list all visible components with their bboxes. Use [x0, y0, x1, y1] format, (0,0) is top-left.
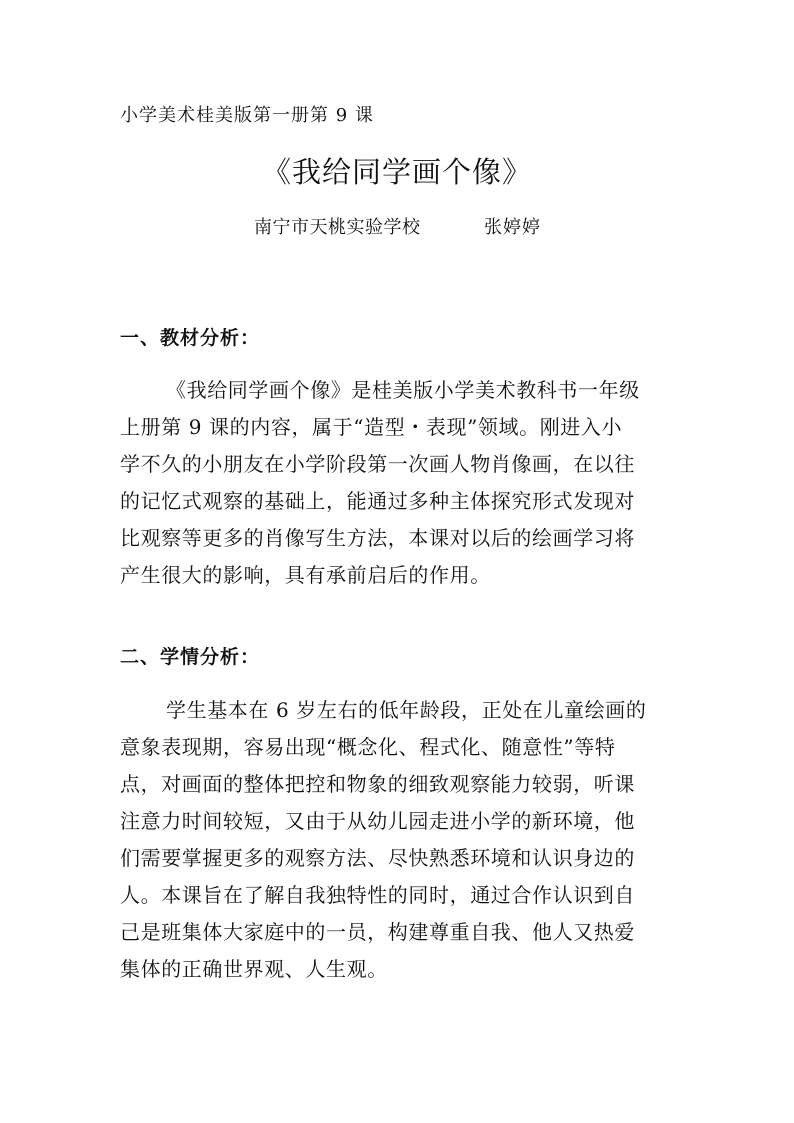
- section-heading-textbook-analysis: 一、教材分析：: [120, 327, 261, 349]
- course-info: 小学美术桂美版第一册第 9 课: [120, 105, 374, 126]
- paragraph-line: 意象表现期，容易出现“概念化、程式化、随意性”等特: [120, 735, 616, 759]
- paragraph-line: 学生基本在 6 岁左右的低年龄段，正处在儿童绘画的: [166, 698, 647, 722]
- school-name: 南宁市天桃实验学校: [254, 217, 421, 238]
- paragraph-textbook-analysis: [120, 372, 660, 594]
- paragraph-line: 人。本课旨在了解自我独特性的同时，通过合作认识到自: [120, 883, 635, 907]
- paragraph-line: 注意力时间较短，又由于从幼儿园走进小学的新环境，他: [120, 809, 635, 833]
- lesson-title: 《我给同学画个像》: [261, 155, 532, 189]
- paragraph-line: 集体的正确世界观、人生观。: [120, 957, 388, 981]
- paragraph-line: 们需要掌握更多的观察方法、尽快熟悉环境和认识身边的: [120, 846, 635, 870]
- paragraph-line: 《我给同学画个像》是桂美版小学美术教科书一年级: [166, 378, 640, 402]
- paragraph-student-analysis: [120, 692, 660, 988]
- section-heading-student-analysis: 二、学情分析：: [120, 646, 261, 668]
- author-name: 张婷婷: [484, 217, 541, 238]
- paragraph-line: 比观察等更多的肖像写生方法，本课对以后的绘画学习将: [120, 526, 635, 550]
- paragraph-line: 学不久的小朋友在小学阶段第一次画人物肖像画，在以往: [120, 452, 635, 476]
- paragraph-line: 产生很大的影响，具有承前启后的作用。: [120, 563, 491, 587]
- paragraph-line: 上册第 9 课的内容，属于“造型・表现”领域。刚进入小: [120, 415, 623, 439]
- paragraph-line: 点，对画面的整体把控和物象的细致观察能力较弱，听课: [120, 772, 635, 796]
- paragraph-line: 己是班集体大家庭中的一员，构建尊重自我、他人又热爱: [120, 920, 635, 944]
- paragraph-line: 的记忆式观察的基础上，能通过多种主体探究形式发现对: [120, 489, 635, 513]
- author-line: [254, 215, 541, 241]
